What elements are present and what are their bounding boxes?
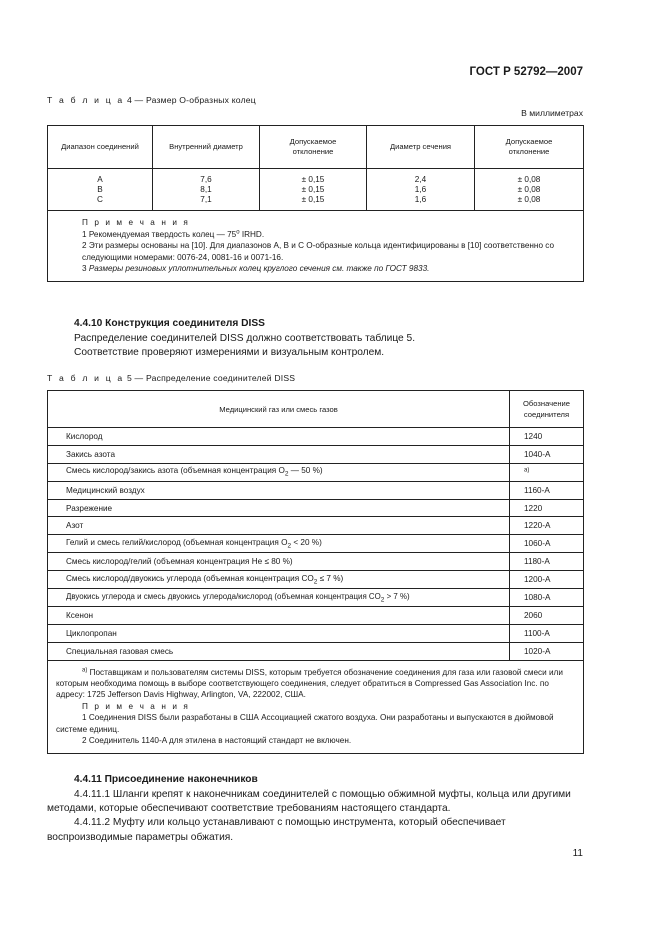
table5-note-2: 2 Соединитель 1140-A для этилена в настоящий стандарт не включен. (82, 736, 352, 746)
table5-footnote: $^{а)}$ Поставщикам и пользователям системы DISS, которым требуется обозначение соединения для газа или газовой смеси или которым необходима помощь в выборе соответствующего соединения, следует обратиться в Compressed Gas Association Inc. по адресу: 1725 Jefferson Davis Highway, Arlington, VA, 222002, США. (56, 666, 563, 700)
table4-col-range: A B C (48, 169, 153, 211)
table4-header-row (48, 126, 584, 169)
table-row: Кислород 1240 (48, 428, 584, 446)
table-row: Разрежение 1220 (48, 499, 584, 517)
table-row: Смесь кислород/двуокись углерода (объемная концентрация $CO_2 \le 7$ %) 1200-A (48, 571, 584, 589)
table5-notes-title: П р и м е ч а н и я (82, 701, 190, 711)
table4-col-dev1: ± 0,15 ± 0,15 ± 0,15 (260, 169, 367, 211)
table5 (47, 390, 584, 754)
table-row: Смесь кислород/гелий (объемная концентрация He ≤ 80 %) 1180-A (48, 553, 584, 571)
table4 (47, 125, 584, 282)
table-row: Двуокись углерода и смесь двуокись углерода/кислород (объемная концентрация $CO_2 > 7$ %) 1080-A (48, 589, 584, 607)
document-id: ГОСТ Р 52792—2007 (469, 66, 583, 78)
table4-header-cell: Допускаемое отклонение (260, 126, 367, 169)
table4-header-cell: Диапазон соединений (48, 126, 153, 169)
table-row: Азот 1220-A (48, 517, 584, 535)
table-row: Смесь кислород/закись азота (объемная концентрация $O_2$ — 50 %) $^{а)}$ (48, 463, 584, 481)
table4-caption: Т а б л и ц а 4 — Размер О-образных колец (47, 95, 256, 105)
table-row: Закись азота 1040-A (48, 445, 584, 463)
table4-notes-title: П р и м е ч а н и я (82, 218, 190, 227)
table5-caption: Т а б л и ц а 5 — Распределение соединителей DISS (47, 373, 296, 383)
table5-note-1: 1 Соединения DISS были разработаны в США Ассоциацией сжатого воздуха. Они разработаны и выпускаются в дюймовой системе единиц. (56, 713, 554, 734)
table4-header-cell: Внутренний диаметр (153, 126, 260, 169)
table4-units: В миллиметрах (521, 108, 583, 118)
table4-header-cell: Диаметр сечения (367, 126, 475, 169)
table4-note-3: 3 Размеры резиновых уплотнительных колец круглого сечения см. также по ГОСТ 9833. (82, 264, 430, 273)
table5-header-row (48, 391, 584, 428)
table-row: Ксенон 2060 (48, 606, 584, 624)
table-row: Гелий и смесь гелий/кислород (объемная концентрация $O_2 < 20$ %) 1060-A (48, 535, 584, 553)
table4-col-section: 2,4 1,6 1,6 (367, 169, 475, 211)
section-4-4-10-body: Распределение соединителей DISS должно соответствовать таблице 5. Соответствие проверяют измерениями и визуальным контролем. (74, 333, 416, 359)
table5-header-gas: Медицинский газ или смесь газов (48, 391, 510, 428)
section-4-4-10-heading: 4.4.10 Конструкция соединителя DISS (74, 318, 265, 329)
table4-notes-row (48, 211, 584, 282)
table-row: Медицинский воздух 1160-A (48, 481, 584, 499)
table4-note-2: 2 Эти размеры основаны на [10]. Для диапазонов A, B и C О-образные кольца идентифицированы в [10] соответственно со следующими номерами: 0076-24, 0081-16 и 0071-16. (82, 241, 555, 262)
section-4-4-11-heading: 4.4.11 Присоединение наконечников (74, 774, 258, 785)
table4-note-1: 1 Рекомендуемая твердость колец — 75$^o$ IRHD. (82, 228, 265, 239)
table4-notes (48, 211, 584, 282)
table4-col-dev2: ± 0,08 ± 0,08 ± 0,08 (475, 169, 584, 211)
table5-footnotes-row (48, 660, 584, 754)
table5-footnotes (48, 660, 584, 754)
paragraph-4-4-11-2: 4.4.11.2 Муфту или кольцо устанавливают с помощью инструмента, который обеспечивает воспроизводимые параметры обжатия. (47, 817, 506, 843)
table5-header-code: Обозначение соединителя (510, 391, 584, 428)
table4-data-row (48, 169, 584, 211)
paragraph-4-4-11-1: 4.4.11.1 Шланги крепят к наконечникам соединителей с помощью обжимной муфты, кольца или другими методами, которые обеспечивают соответствие требованиям настоящего стандарта. (47, 789, 571, 815)
table4-col-inner: 7,6 8,1 7,1 (153, 169, 260, 211)
table4-header-cell: Допускаемое отклонение (475, 126, 584, 169)
table-row: Циклопропан 1100-A (48, 624, 584, 642)
page-number: 11 (572, 848, 583, 859)
table-row: Специальная газовая смесь 1020-A (48, 642, 584, 660)
section-4-4-11-body (47, 788, 583, 845)
